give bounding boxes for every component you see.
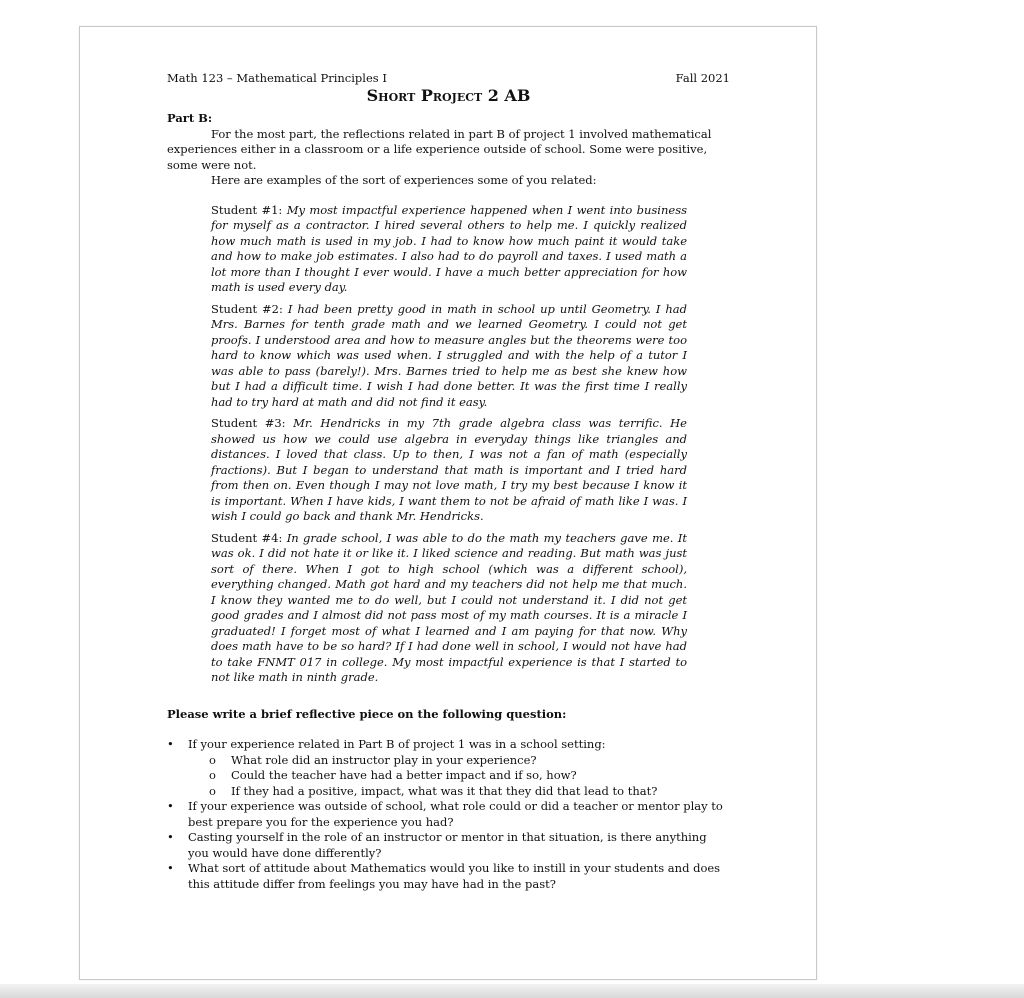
student-quote: [211, 203, 687, 296]
question-item: [167, 799, 730, 830]
bullet-icon: •: [167, 861, 174, 875]
part-b-label: Part B:: [167, 111, 213, 125]
bullet-icon: •: [167, 830, 174, 844]
viewer-bottom-band: [0, 984, 1024, 998]
document-page: [79, 26, 817, 980]
question-text: What sort of attitude about Mathematics would you like to instill in your students and does this attitude differ from feelings you may have had in the past?: [188, 861, 721, 891]
bullet-icon: •: [167, 799, 174, 813]
sub-question-item: [188, 784, 730, 800]
sub-question-text: What role did an instructor play in your experience?: [231, 752, 537, 767]
header-row: [167, 71, 730, 87]
student-text: I had been pretty good in math in school up until Geometry. I had Mrs. Barnes for tenth grade math and we learned Geometry. I could not get proofs. I understood area and how to measure angles but the theorems were too hard to know which was used when. I struggled and with the help of a tutor I was able to pass (barely!). Mrs. Barnes tried to help me as best she knew how but I had a difficult time. I wish I had done better. It was the first time I really had to try hard at math and did not find it easy.: [211, 301, 688, 409]
question-text: If your experience related in Part B of project 1 was in a school setting:: [188, 737, 606, 751]
bullet-icon: •: [167, 737, 174, 751]
student-text: Mr. Hendricks in my 7th grade algebra class was terrific. He showed us how we could use algebra in everyday things like triangles and distances. I loved that class. Up to then, I was not a fan of math (especially fractions). But I began to understand that math is important and I tried hard from then on. Even though I may not love math, I try my best because I know it is important. When I have kids, I want them to not be afraid of math like I was. I wish I could go back and thank Mr. Hendricks.: [211, 416, 687, 523]
question-item: [167, 830, 730, 861]
question-text: Casting yourself in the role of an instructor or mentor in that situation, is there anything you would have done differently?: [188, 830, 707, 860]
student-tag: Student #2:: [211, 301, 283, 316]
student-quote: [211, 416, 687, 525]
student-tag: Student #4:: [211, 530, 283, 545]
sub-question-text: Could the teacher have had a better impact and if so, how?: [231, 768, 577, 782]
circle-bullet-icon: o: [209, 783, 216, 798]
student-tag: Student #3:: [211, 416, 286, 430]
sub-question-item: [188, 768, 730, 784]
part-b-intro: For the most part, the reflections related in part B of project 1 involved mathematical experiences either in a classroom or a life experience outside of school. Some were positive, some were not.: [167, 126, 712, 172]
student-quotes: [211, 203, 687, 686]
sub-question-list: [188, 753, 730, 800]
sub-question-text: If they had a positive, impact, what was it that they did that lead to that?: [231, 783, 658, 798]
student-quote: [211, 302, 687, 411]
question-item: [167, 861, 730, 892]
course-name: Math 123 – Mathematical Principles I: [167, 71, 387, 85]
document-content: [167, 71, 730, 892]
term-label: Fall 2021: [675, 71, 730, 85]
student-text: My most impactful experience happened when I went into business for myself as a contractor. I hired several others to help me. I quickly realized how much math is used in my job. I had to know how much paint it would take and how to make job estimates. I also had to do payroll and taxes. I used math a lot more than I thought I ever would. I have a much better appreciation for how math is used every day.: [211, 202, 688, 294]
question-list: [167, 737, 730, 892]
page-title: Short Project 2 AB: [366, 86, 531, 105]
student-quote: [211, 531, 687, 686]
prompt-heading: Please write a brief reflective piece on the following question:: [167, 706, 567, 721]
circle-bullet-icon: o: [209, 768, 216, 782]
question-item: [167, 737, 730, 799]
question-text: If your experience was outside of school, what role could or did a teacher or mentor play to best prepare you for the experience you had?: [188, 799, 723, 829]
examples-lead: Here are examples of the sort of experiences some of you related:: [211, 173, 597, 187]
student-tag: Student #1:: [211, 202, 283, 217]
sub-question-item: [188, 753, 730, 769]
circle-bullet-icon: o: [209, 752, 216, 767]
student-text: In grade school, I was able to do the math my teachers gave me. It was ok. I did not hate it or like it. I liked science and reading. But math was just sort of there. When I got to high school (which was a different school), everything changed. Math got hard and my teachers did not help me that much. I know they wanted me to do well, but I could not understand it. I did not get good grades and I almost did not pass most of my math courses. It is a miracle I graduated! I forget most of what I learned and I am paying for that now. Why does math have to be so hard? If I had done well in school, I would not have had to take FNMT 017 in college. My most impactful experience is that I started to not like math in ninth grade.: [211, 530, 687, 684]
